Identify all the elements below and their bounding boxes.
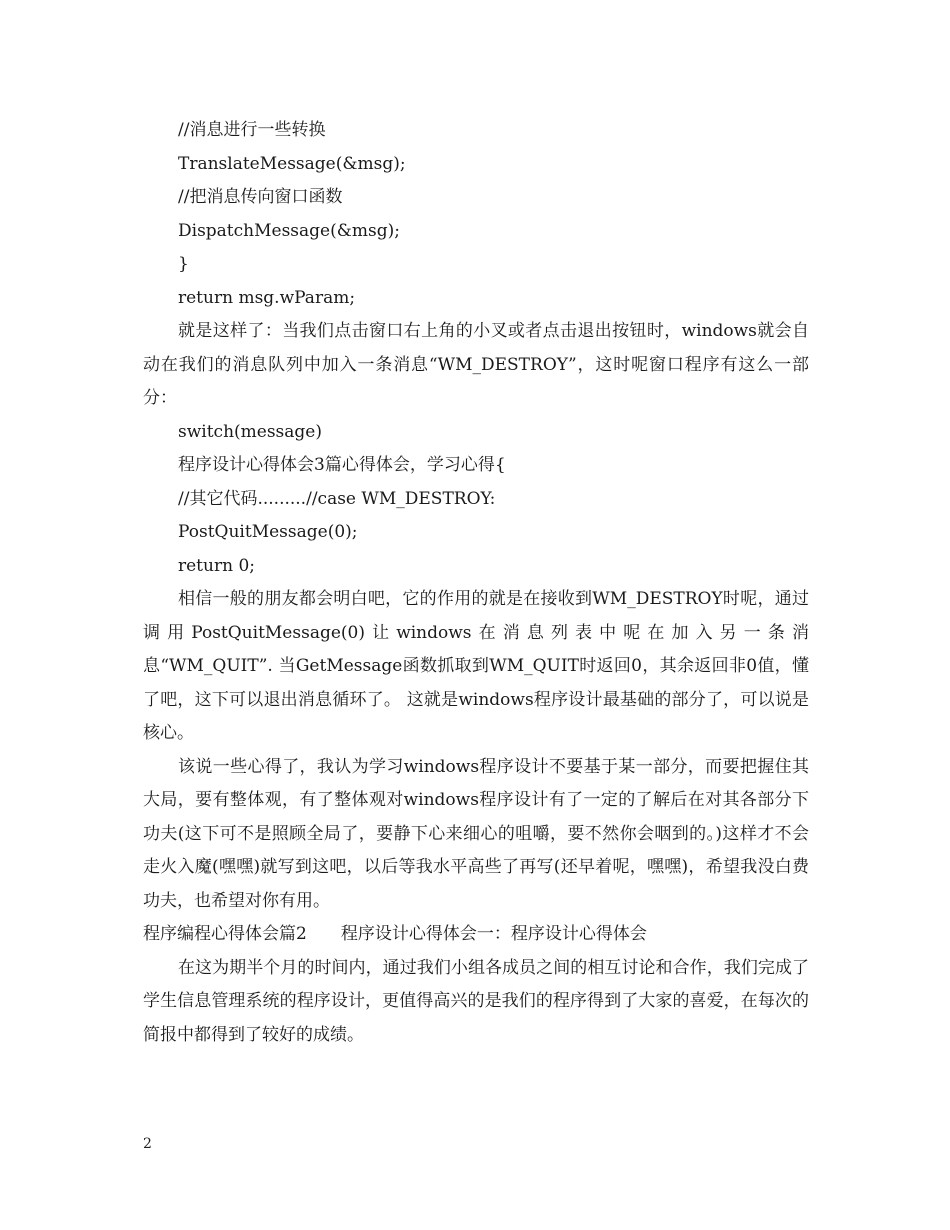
code-comment-line: //把消息传向窗口函数 [178,187,343,207]
code-line: switch(message) [178,421,322,442]
code-line: 程序设计心得体会3篇心得体会，学习心得{ [178,455,506,475]
section-heading: 程序编程心得体会篇2 程序设计心得体会一：程序设计心得体会 [143,924,647,944]
body-paragraph: 在这为期半个月的时间内，通过我们小组各成员之间的相互讨论和合作，我们完成了学生信息管理系统的程序设计，更值得高兴的是我们的程序得到了大家的喜爱，在每次的简报中都得到了较好的成绩。 [143,957,809,1045]
body-paragraph: 就是这样了：当我们点击窗口右上角的小叉或者点击退出按钮时，windows就会自动在我们的消息队列中加入一条消息“WM_DESTROY”，这时呢窗口程序有这么一部分： [143,321,809,408]
code-comment-line: //消息进行一些转换 [178,120,326,140]
page-content [143,114,809,1052]
code-line: return 0; [178,555,255,576]
code-line: } [178,254,189,274]
code-line: return msg.wParam; [178,287,356,308]
code-line: TranslateMessage(&msg); [178,153,406,174]
page-number: 2 [143,1136,152,1152]
code-line: DispatchMessage(&msg); [178,220,400,241]
body-paragraph: 该说一些心得了，我认为学习windows程序设计不要基于某一部分，而要把握住其大局，要有整体观，有了整体观对windows程序设计有了一定的了解后在对其各部分下功夫(这下可不是照顾全局了，要静下心来细心的咀嚼，要不然你会咽到的。)这样才不会走火入魔(嘿嘿)就写到这吧，以后等我水平高些了再写(还早着呢，嘿嘿)，希望我没白费功夫，也希望对你有用。 [143,756,809,911]
body-paragraph: 相信一般的朋友都会明白吧，它的作用的就是在接收到WM_DESTROY时呢，通过调用PostQuitMessage(0)让windows在消息列表中呢在加入另一条消息“WM_QUIT”. 当GetMessage函数抓取到WM_QUIT时返回0，其余返回非0值，懂了吧，这下可以退出消息循环了。 这就是windows程序设计最基础的部分了，可以说是核心。 [143,589,809,743]
code-comment-line: //其它代码.........//case WM_DESTROY: [178,488,496,509]
code-line: PostQuitMessage(0); [178,522,358,542]
